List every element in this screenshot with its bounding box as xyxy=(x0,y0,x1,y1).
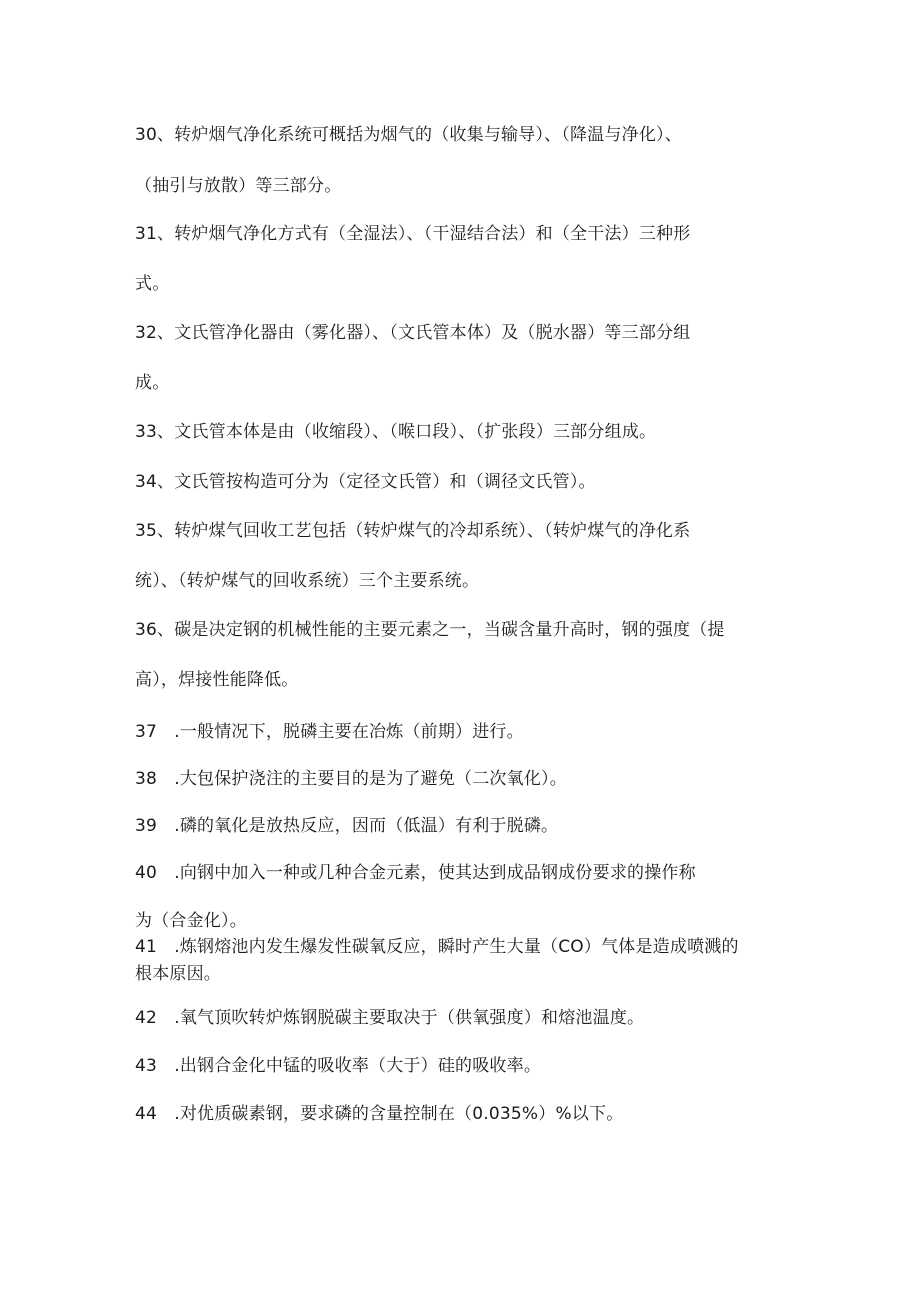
text-line: 统）、（转炉煤气的回收系统）三个主要系统。 xyxy=(135,571,480,591)
text-line: 40 .向钢中加入一种或几种合金元素，使其达到成品钢成份要求的操作称 xyxy=(135,863,696,883)
text-line: 32、文氏管净化器由（雾化器）、（文氏管本体）及（脱水器）等三部分组 xyxy=(135,323,691,343)
text-line: 35、转炉煤气回收工艺包括（转炉煤气的冷却系统）、（转炉煤气的净化系 xyxy=(135,521,691,541)
text-line: 根本原因。 xyxy=(135,964,221,984)
text-line: 30、转炉烟气净化系统可概括为烟气的（收集与输导）、（降温与净化）、 xyxy=(135,125,682,145)
text-line: 41 .炼钢熔池内发生爆发性碳氧反应，瞬时产生大量（CO）气体是造成喷溅的 xyxy=(135,937,739,957)
text-line: 37 .一般情况下，脱磷主要在冶炼（前期）进行。 xyxy=(135,722,524,742)
text-line: 成。 xyxy=(135,373,170,393)
text-line: 为（合金化）。 xyxy=(135,911,247,931)
text-line: 33、文氏管本体是由（收缩段）、（喉口段）、（扩张段）三部分组成。 xyxy=(135,422,657,442)
text-line: 39 .磷的氧化是放热反应，因而（低温）有利于脱磷。 xyxy=(135,816,559,836)
text-line: 34、文氏管按构造可分为（定径文氏管）和（调径文氏管）。 xyxy=(135,472,596,492)
text-line: 31、转炉烟气净化方式有（全湿法）、（干湿结合法）和（全干法）三种形 xyxy=(135,224,691,244)
text-line: 44 .对优质碳素钢，要求磷的含量控制在（0.035%）%以下。 xyxy=(135,1104,624,1124)
text-line: 43 .出钢合金化中锰的吸收率（大于）硅的吸收率。 xyxy=(135,1056,542,1076)
text-line: 式。 xyxy=(135,274,170,294)
text-line: （抽引与放散）等三部分。 xyxy=(135,176,342,196)
text-line: 38 .大包保护浇注的主要目的是为了避免（二次氧化）。 xyxy=(135,769,567,789)
text-line: 36、碳是决定钢的机械性能的主要元素之一，当碳含量升高时，钢的强度（提 xyxy=(135,620,725,640)
text-line: 42 .氧气顶吹转炉炼钢脱碳主要取决于（供氧强度）和熔池温度。 xyxy=(135,1008,645,1028)
text-line: 高），焊接性能降低。 xyxy=(135,670,299,690)
